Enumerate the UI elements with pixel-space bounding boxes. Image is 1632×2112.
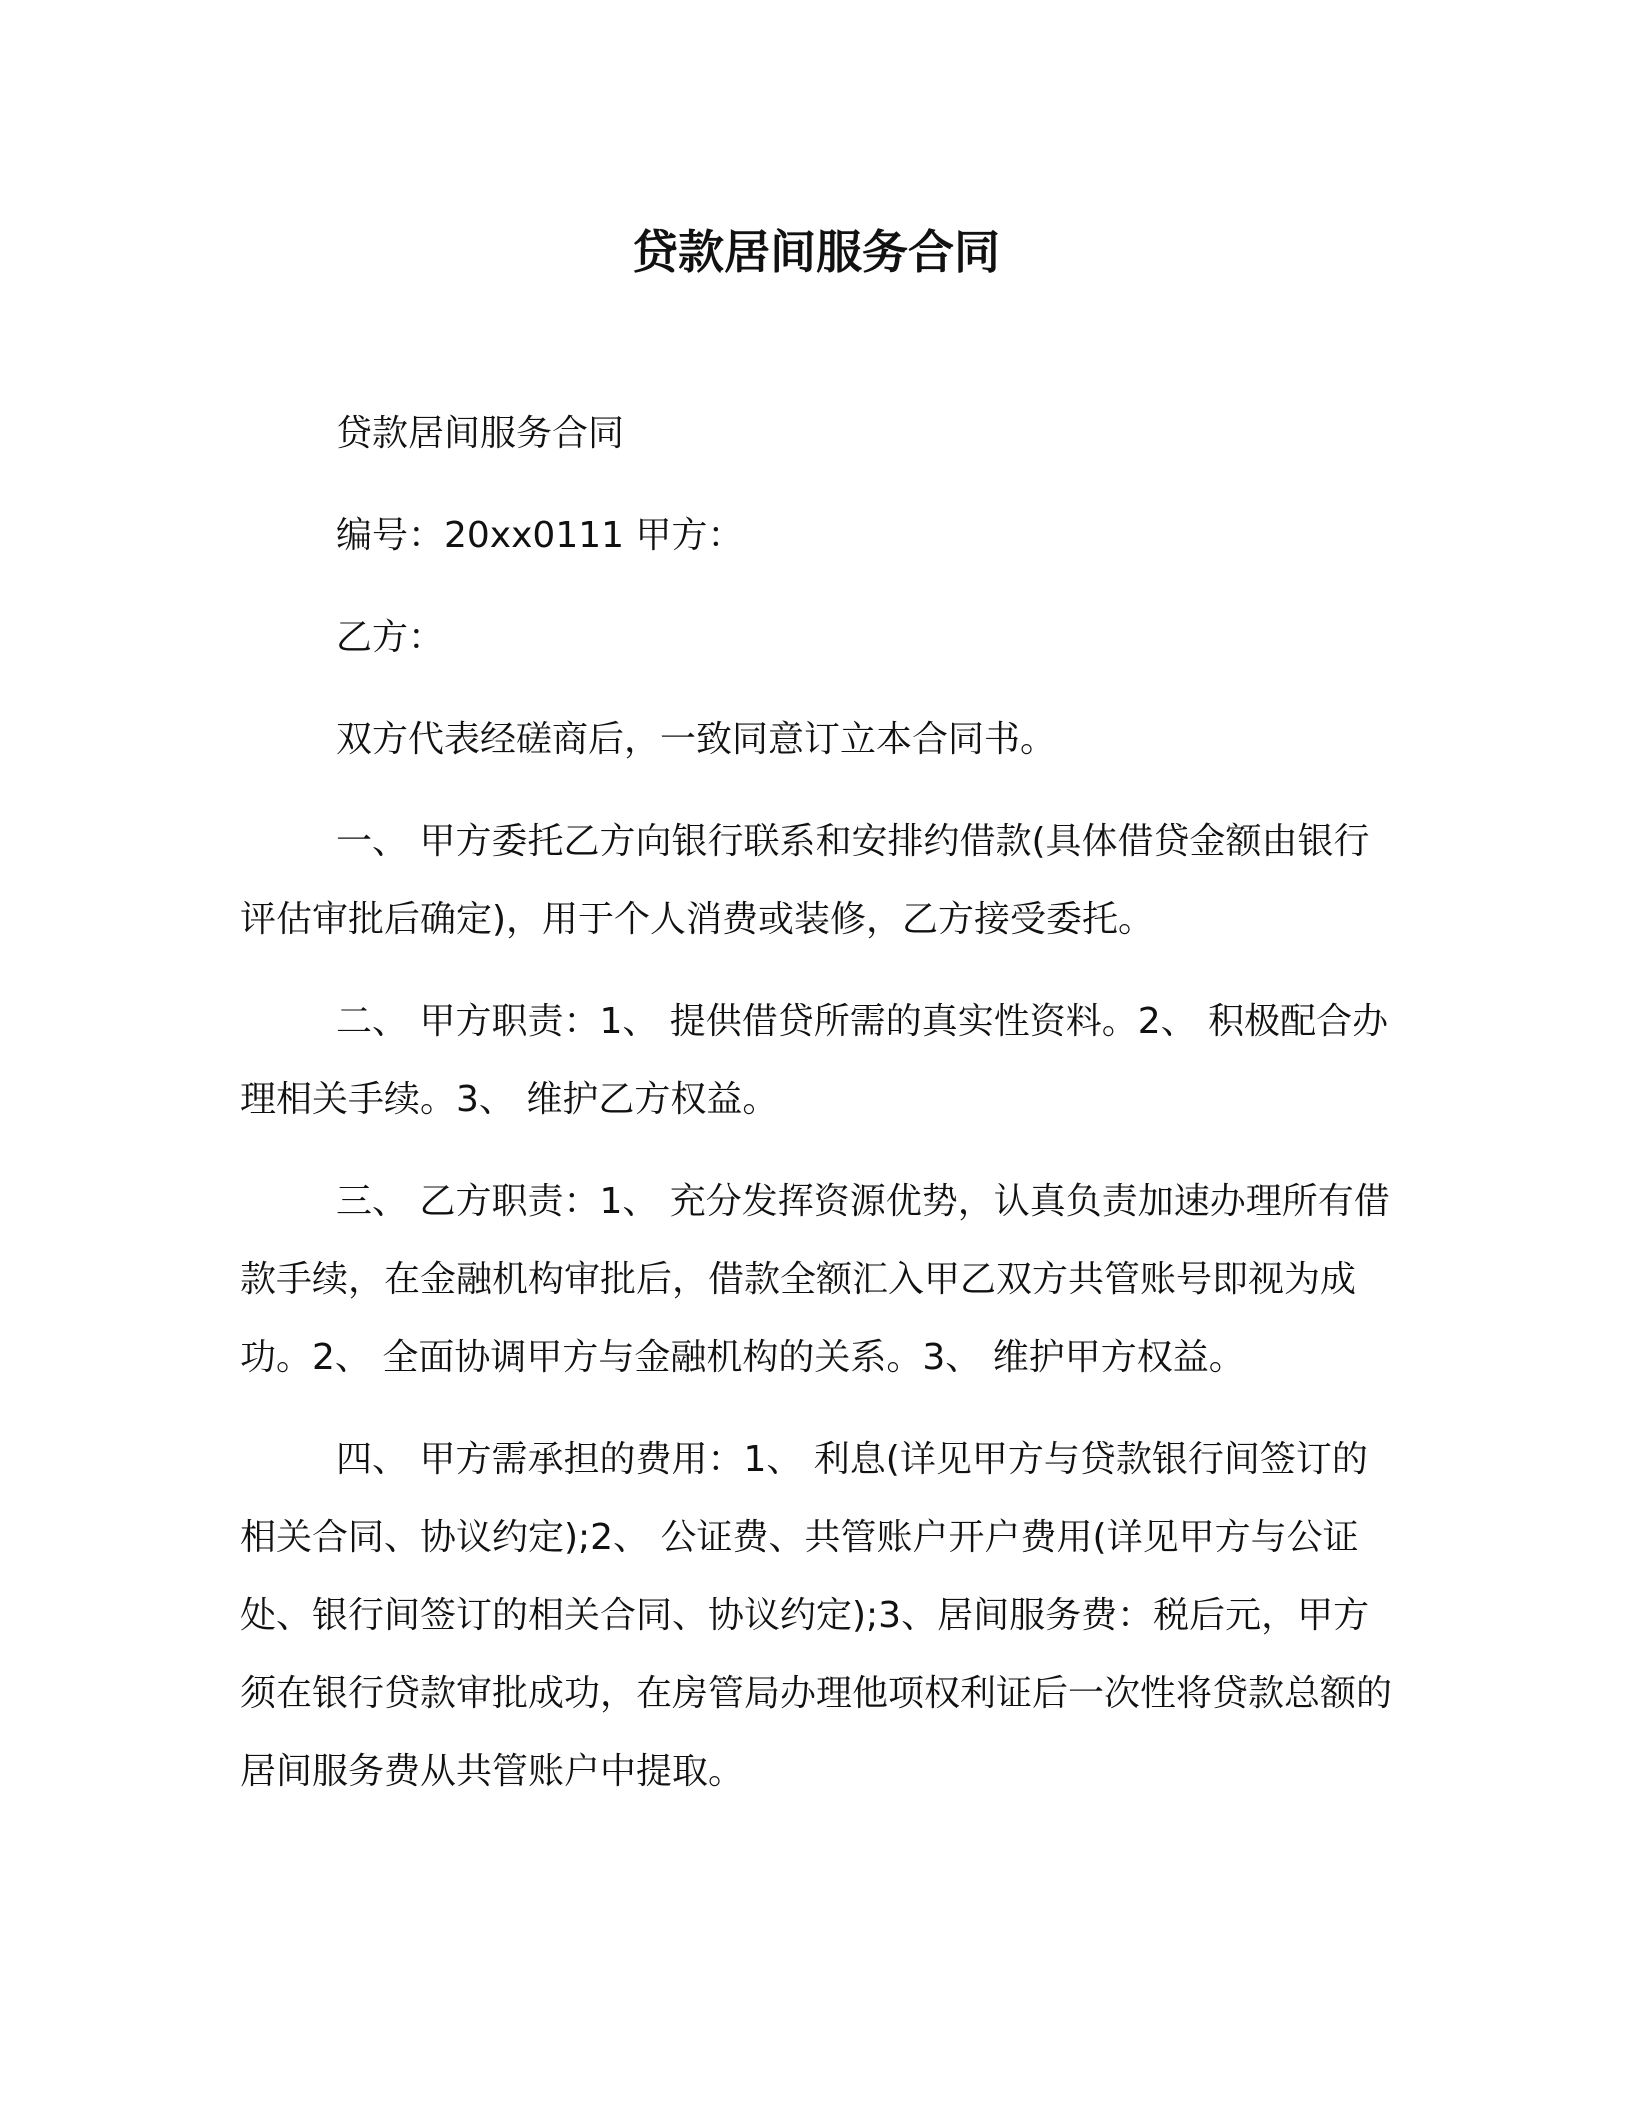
- paragraph-party-b: 乙方：: [336, 617, 445, 658]
- document-title: 贷款居间服务合同: [632, 225, 1000, 279]
- paragraph-contract-number: 编号：20xx0111 甲方：: [336, 515, 744, 556]
- paragraph-clause-1: 一、 甲方委托乙方向银行联系和安排约借款(具体借贷金额由银行评估审批后确定)，用于个人消费或装修，乙方接受委托。: [240, 821, 1370, 940]
- paragraph-clause-3: 三、 乙方职责：1、 充分发挥资源优势，认真负责加速办理所有借款手续，在金融机构审批后，借款全额汇入甲乙双方共管账号即视为成功。2、 全面协调甲方与金融机构的关系。3、 维护甲方权益。: [240, 1181, 1390, 1378]
- document-body: [240, 395, 1392, 1835]
- paragraph-subtitle: 贷款居间服务合同: [336, 413, 625, 454]
- paragraph-agreement: 双方代表经磋商后，一致同意订立本合同书。: [336, 719, 1057, 760]
- paragraph-clause-4: 四、 甲方需承担的费用：1、 利息(详见甲方与贷款银行间签订的相关合同、协议约定);2、 公证费、共管账户开户费用(详见甲方与公证处、银行间签订的相关合同、协议约定);3、居间服务费：税后元，甲方须在银行贷款审批成功，在房管局办理他项权利证后一次性将贷款总额的居间服务费从共管账户中提取。: [240, 1439, 1393, 1792]
- paragraph-clause-2: 二、 甲方职责：1、 提供借贷所需的真实性资料。2、 积极配合办理相关手续。3、 维护乙方权益。: [240, 1001, 1389, 1120]
